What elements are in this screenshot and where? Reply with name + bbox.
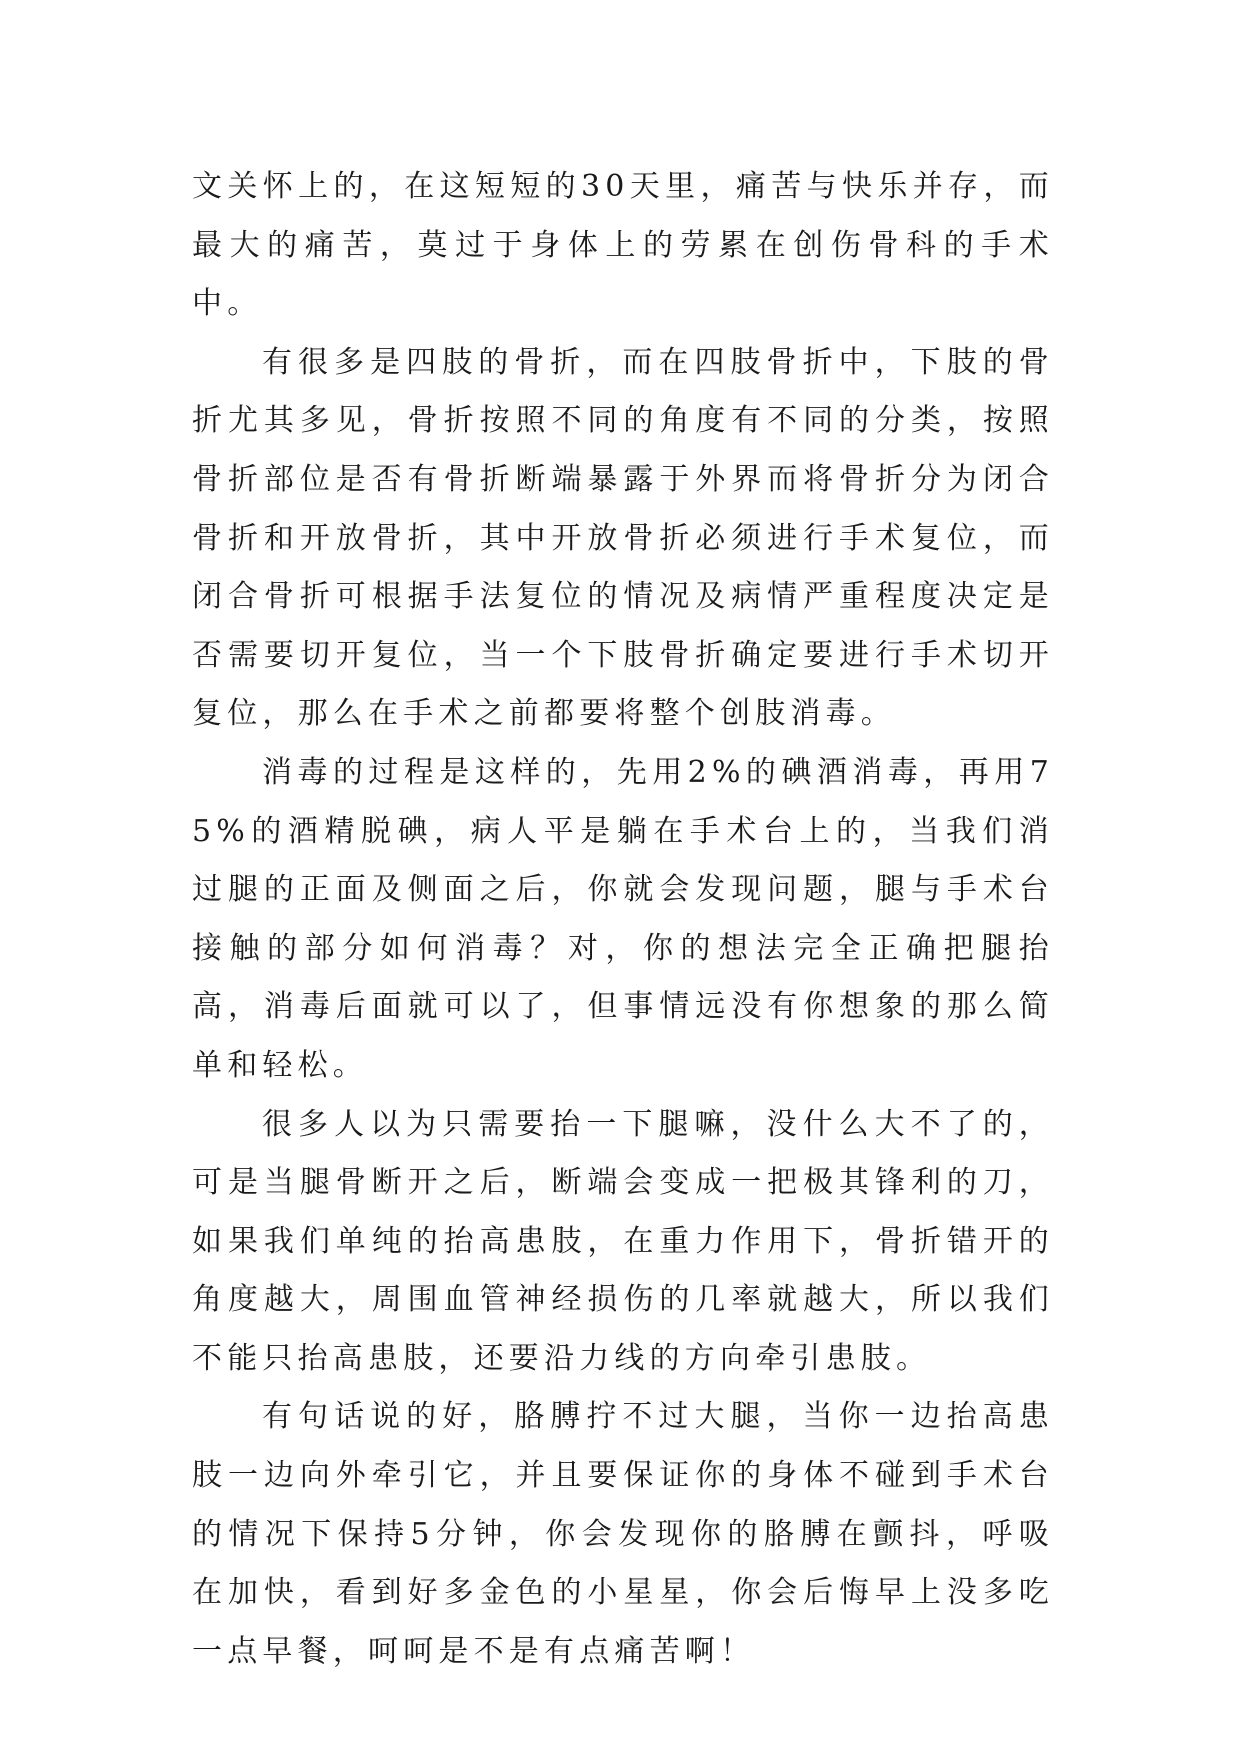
paragraph-fracture-types: 有很多是四肢的骨折，而在四肢骨折中，下肢的骨折尤其多见，骨折按照不同的角度有不同的分类，按照骨折部位是否有骨折断端暴露于外界而将骨折分为闭合骨折和开放骨折，其中开放骨折必须进行手术复位，而闭合骨折可根据手法复位的情况及病情严重程度决定是否需要切开复位，当一个下肢骨折确定要进行手术切开复位，那么在手术之前都要将整个创肢消毒。 [192, 344, 1054, 732]
document-body [192, 158, 1054, 1681]
paragraph-disinfection-process: 消毒的过程是这样的，先用2%的碘酒消毒，再用75%的酒精脱碘，病人平是躺在手术台上的，当我们消过腿的正面及侧面之后，你就会发现问题，腿与手术台接触的部分如何消毒？对，你的想法完全正确把腿抬高，消毒后面就可以了，但事情远没有你想象的那么简单和轻松。 [192, 754, 1054, 1083]
paragraph-traction: 很多人以为只需要抬一下腿嘛，没什么大不了的，可是当腿骨断开之后，断端会变成一把极其锋利的刀，如果我们单纯的抬高患肢，在重力作用下，骨折错开的角度越大，周围血管神经损伤的几率就越大，所以我们不能只抬高患肢，还要沿力线的方向牵引患肢。 [192, 1106, 1054, 1376]
paragraph-fatigue: 有句话说的好，胳膊拧不过大腿，当你一边抬高患肢一边向外牵引它，并且要保证你的身体不碰到手术台的情况下保持5分钟，你会发现你的胳膊在颤抖，呼吸在加快，看到好多金色的小星星，你会后悔早上没多吃一点早餐，呵呵是不是有点痛苦啊！ [192, 1399, 1054, 1669]
paragraph-continued: 文关怀上的，在这短短的30天里，痛苦与快乐并存，而最大的痛苦，莫过于身体上的劳累在创伤骨科的手术中。 [192, 169, 1054, 322]
